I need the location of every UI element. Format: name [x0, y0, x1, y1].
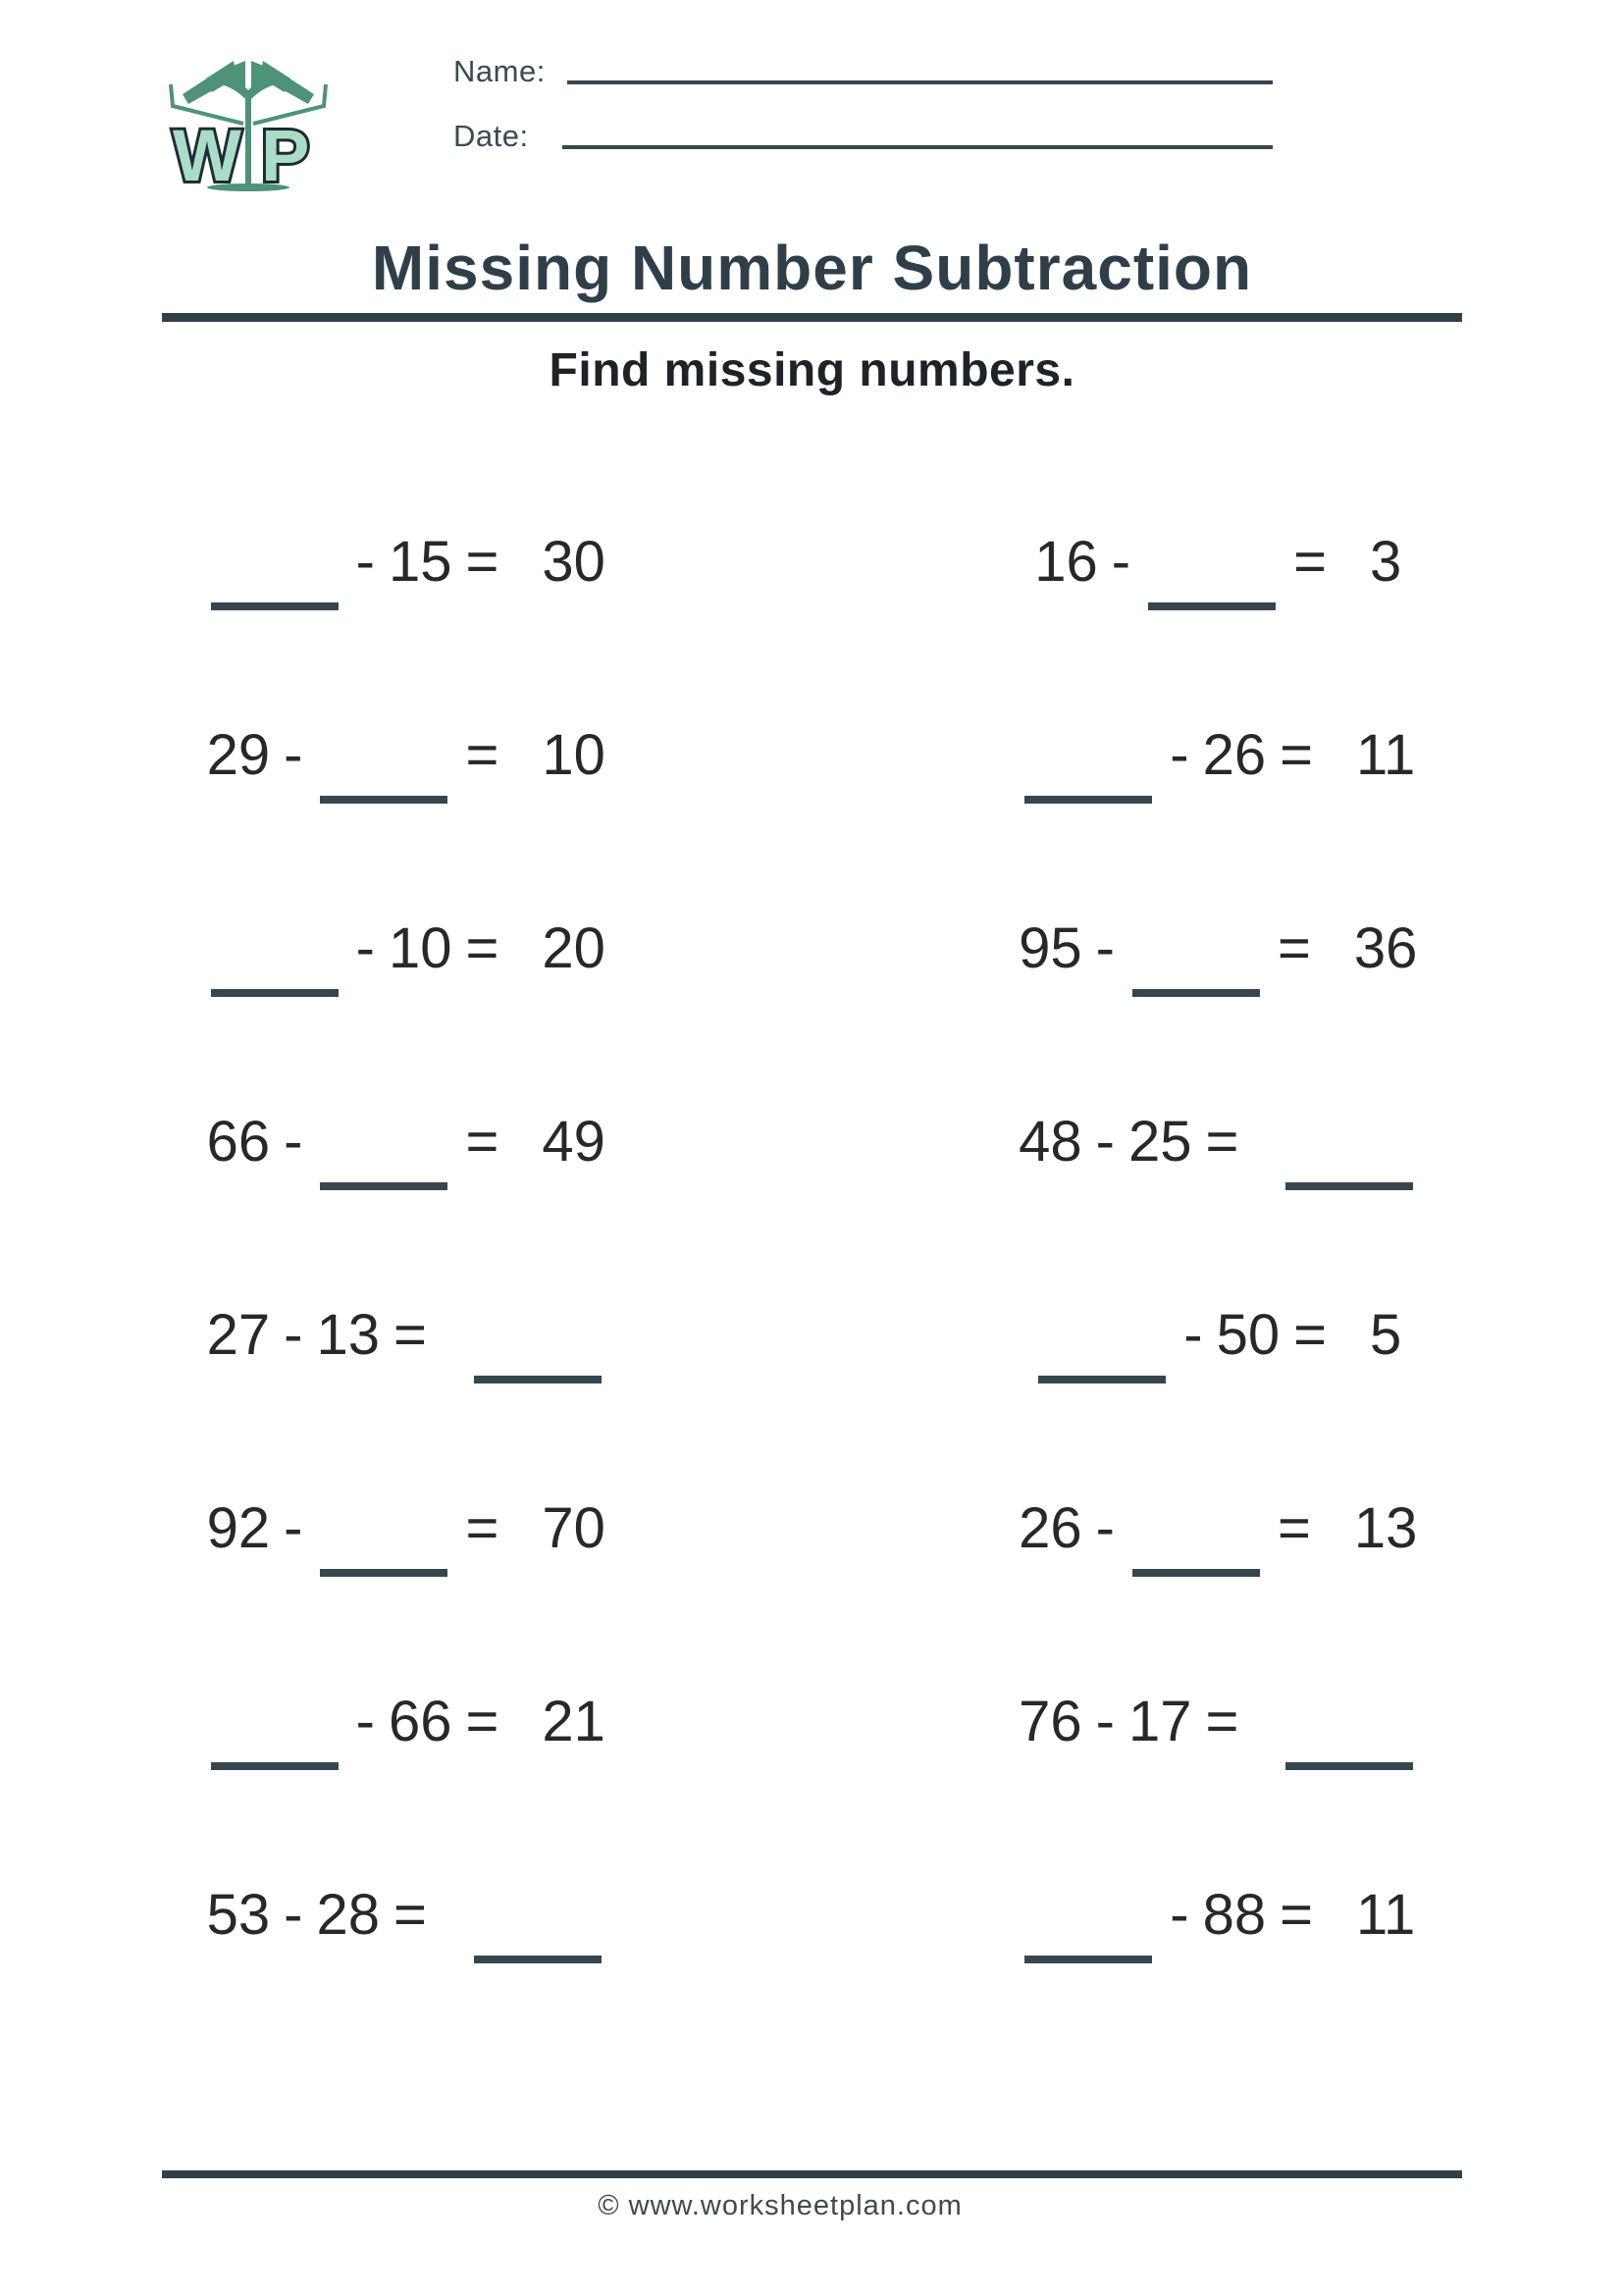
- logo-letter-w: W: [173, 115, 241, 196]
- result: 3: [1369, 530, 1402, 594]
- minus-sign: -: [1111, 530, 1131, 594]
- minus-sign: -: [1183, 1303, 1203, 1367]
- minuend: 26: [1019, 1496, 1082, 1560]
- blank-subtrahend: [1132, 989, 1260, 997]
- blank-subtrahend: [320, 1569, 447, 1577]
- equals-sign: =: [465, 530, 499, 594]
- result: 5: [1369, 1303, 1402, 1367]
- equation: [1019, 1495, 1417, 1577]
- equals-sign: =: [1280, 1883, 1313, 1947]
- equation: [1034, 1302, 1401, 1383]
- minuend: 48: [1019, 1110, 1082, 1174]
- blank-minuend: [1038, 1376, 1166, 1383]
- problems-grid: [0, 473, 1624, 2019]
- page-title: Missing Number Subtraction: [371, 233, 1253, 303]
- date-fill-line: [562, 145, 1273, 149]
- blank-subtrahend: [320, 796, 447, 804]
- minuend: 29: [206, 723, 271, 787]
- book-spine-icon: [245, 92, 251, 186]
- result: 10: [542, 723, 605, 787]
- equals-sign: =: [1293, 1303, 1327, 1367]
- minus-sign: -: [1095, 1110, 1115, 1174]
- blank-result: [474, 1376, 602, 1383]
- date-label: Date:: [453, 119, 529, 154]
- blank-subtrahend: [1148, 602, 1276, 610]
- blank-result: [1285, 1182, 1413, 1190]
- equals-sign: =: [465, 723, 499, 787]
- minus-sign: -: [1095, 1496, 1115, 1560]
- equals-sign: =: [465, 1496, 499, 1560]
- equals-sign: =: [1205, 1690, 1239, 1753]
- problem-10: [812, 1246, 1624, 1439]
- equation: [1034, 529, 1401, 610]
- problem-3: [0, 666, 812, 860]
- problem-1: [0, 473, 812, 666]
- minus-sign: -: [1095, 916, 1115, 980]
- name-field-row: [453, 55, 1273, 88]
- subtrahend: 66: [388, 1690, 452, 1753]
- equals-sign: =: [1205, 1110, 1239, 1174]
- subtrahend: 13: [316, 1303, 380, 1367]
- worksheetplan-logo: [155, 51, 341, 206]
- subtrahend: 10: [388, 916, 452, 980]
- problem-15: [0, 1826, 812, 2019]
- minuend: 95: [1019, 916, 1082, 980]
- problem-7: [0, 1053, 812, 1246]
- blank-minuend: [1024, 796, 1152, 804]
- problem-12: [812, 1439, 1624, 1633]
- minuend: 27: [206, 1303, 271, 1367]
- equals-sign: =: [465, 916, 499, 980]
- subtrahend: 17: [1127, 1690, 1192, 1753]
- footer-copyright: © www.worksheetplan.com: [598, 2190, 963, 2221]
- subtrahend: 88: [1202, 1883, 1267, 1947]
- minuend: 66: [206, 1110, 271, 1174]
- minus-sign: -: [284, 723, 303, 787]
- minuend: 53: [206, 1883, 271, 1947]
- date-field-row: [453, 120, 1273, 153]
- equals-sign: =: [1280, 723, 1313, 787]
- minus-sign: -: [284, 1110, 303, 1174]
- logo-letter-p: P: [261, 115, 310, 196]
- subtrahend: 26: [1202, 723, 1267, 787]
- name-fill-line: [567, 80, 1273, 84]
- equation: [207, 1495, 605, 1577]
- result: 20: [542, 916, 605, 980]
- equals-sign: =: [1277, 1496, 1311, 1560]
- equation: [207, 1689, 605, 1770]
- result: 36: [1353, 916, 1418, 980]
- problem-9: [0, 1246, 812, 1439]
- result: 11: [1356, 723, 1416, 787]
- equals-sign: =: [393, 1883, 427, 1947]
- minus-sign: -: [284, 1496, 303, 1560]
- blank-subtrahend: [1132, 1569, 1260, 1577]
- problem-11: [0, 1439, 812, 1633]
- blank-subtrahend: [320, 1182, 447, 1190]
- equation: [207, 529, 605, 610]
- result: 70: [542, 1496, 605, 1560]
- subtrahend: 50: [1216, 1303, 1281, 1367]
- blank-minuend: [211, 989, 339, 997]
- result: 49: [542, 1110, 605, 1174]
- page-subtitle: Find missing numbers.: [549, 344, 1075, 396]
- problem-2: [812, 473, 1624, 666]
- minus-sign: -: [284, 1303, 303, 1367]
- blank-minuend: [1024, 1956, 1152, 1963]
- problem-16: [812, 1826, 1624, 2019]
- result: 13: [1353, 1496, 1418, 1560]
- equation: [207, 1882, 605, 1963]
- name-label: Name:: [453, 54, 546, 88]
- blank-minuend: [211, 602, 339, 610]
- equation: [1019, 915, 1417, 997]
- blank-result: [1285, 1762, 1413, 1770]
- equation: [207, 915, 605, 997]
- minus-sign: -: [1170, 1883, 1189, 1947]
- minuend: 16: [1034, 530, 1098, 594]
- equation: [207, 722, 605, 804]
- header-fields: [453, 55, 1273, 184]
- title-underline: [162, 313, 1462, 322]
- subtrahend: 15: [388, 530, 452, 594]
- equals-sign: =: [1277, 916, 1311, 980]
- equation: [1019, 1689, 1417, 1770]
- equals-sign: =: [393, 1303, 427, 1367]
- result: 30: [542, 530, 605, 594]
- minus-sign: -: [355, 530, 375, 594]
- equals-sign: =: [1293, 530, 1327, 594]
- blank-result: [474, 1956, 602, 1963]
- result: 21: [542, 1690, 605, 1753]
- equals-sign: =: [465, 1110, 499, 1174]
- problem-4: [812, 666, 1624, 860]
- minus-sign: -: [355, 916, 375, 980]
- equation: [207, 1109, 605, 1190]
- logo-letters: [173, 115, 309, 196]
- minuend: 92: [206, 1496, 271, 1560]
- blank-minuend: [211, 1762, 339, 1770]
- equation: [1019, 1109, 1417, 1190]
- problem-14: [812, 1633, 1624, 1826]
- problem-13: [0, 1633, 812, 1826]
- equation: [207, 1302, 605, 1383]
- equals-sign: =: [465, 1690, 499, 1753]
- minuend: 76: [1019, 1690, 1082, 1753]
- equation: [1021, 1882, 1415, 1963]
- equation: [1021, 722, 1415, 804]
- minus-sign: -: [1095, 1690, 1115, 1753]
- footer-divider: [162, 2170, 1462, 2178]
- minus-sign: -: [284, 1883, 303, 1947]
- problem-6: [812, 860, 1624, 1053]
- result: 11: [1356, 1883, 1416, 1947]
- subtrahend: 28: [316, 1883, 380, 1947]
- subtrahend: 25: [1127, 1110, 1192, 1174]
- minus-sign: -: [1170, 723, 1189, 787]
- problem-5: [0, 860, 812, 1053]
- problem-8: [812, 1053, 1624, 1246]
- minus-sign: -: [355, 1690, 375, 1753]
